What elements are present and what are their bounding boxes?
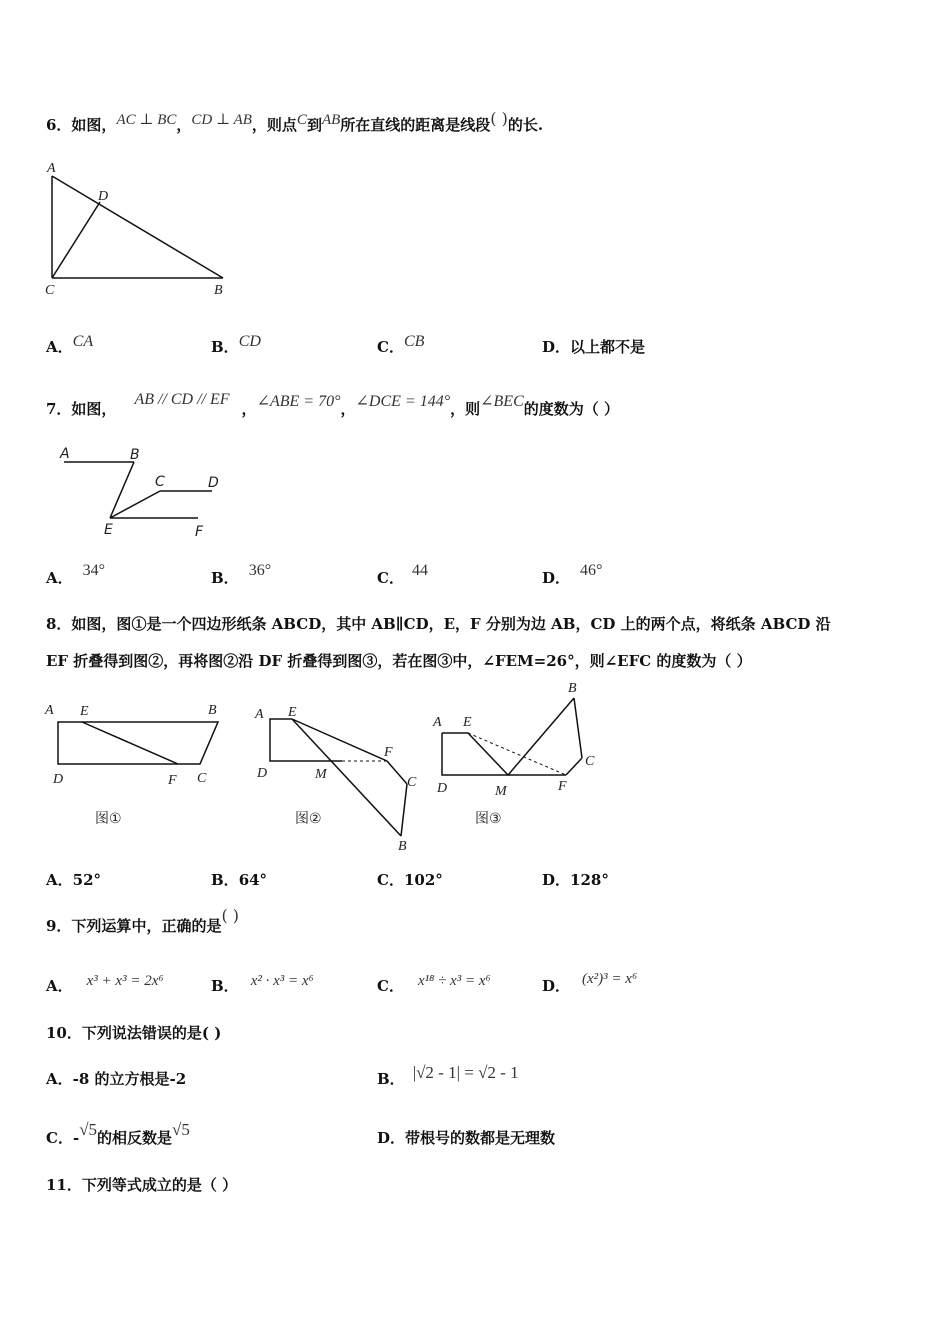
q8-fig2-label-f: F: [384, 745, 393, 760]
q8-fig1-label-a: A: [45, 703, 54, 718]
q10-option-b-key: B．: [377, 1070, 405, 1088]
q9-option-c-key: C．: [377, 977, 404, 995]
q6-option-d-key: D．: [542, 338, 571, 356]
q8-fig2-seg-ef: [292, 719, 387, 761]
q6-answer-paren: ( ): [490, 109, 508, 128]
q8-fig2-label-c: C: [407, 775, 417, 790]
q7-label-d: D: [208, 475, 219, 491]
q8-stem-line-2: EF 折叠得到图②，再将图②沿 DF 折叠得到图③，若在图③中，∠FEM=26°，则∠EFC 的度数为（ ）: [46, 652, 752, 670]
q6-option-b[interactable]: [211, 333, 261, 357]
q6-option-a-key: A．: [46, 338, 73, 356]
q10-option-d-key: D．: [377, 1129, 406, 1147]
q7-seg-be: [110, 462, 134, 518]
q8-fig3-label-c: C: [585, 754, 595, 769]
q8-fig3-label-m: M: [495, 784, 507, 799]
q10-option-c[interactable]: [46, 1120, 190, 1148]
q8-fig1-label-c: C: [197, 771, 207, 786]
q9-option-c[interactable]: [377, 975, 491, 996]
q10-option-c-minus: -: [72, 1129, 80, 1147]
q7-text-2: 的度数为（ ）: [523, 400, 619, 418]
q9-option-d[interactable]: [542, 971, 638, 996]
q8-stem-line-1: 8．如图，图①是一个四边形纸条 ABCD，其中 AB∥CD，E，F 分别为边 AB，CD 上的两个点，将纸条 ABCD 沿: [46, 615, 831, 633]
q8-fig2-label-a: A: [255, 707, 264, 722]
q10-option-c-root-1: √5: [79, 1120, 98, 1139]
q10-option-c-text: 的相反数是: [97, 1129, 173, 1147]
q6-text-3: 所在直线的距离是线段: [340, 116, 491, 134]
q6-seg-ab: [52, 176, 223, 278]
q8-option-c[interactable]: [377, 869, 443, 890]
q7-seg-ec: [110, 491, 160, 518]
q8-fig1-label-f: F: [168, 773, 177, 788]
q6-option-c-value: CB: [403, 333, 425, 350]
q8-fig2-seg-fc: [387, 761, 407, 784]
q6-option-a[interactable]: [46, 333, 94, 357]
q6-option-d-value: 以上都不是: [570, 338, 646, 356]
q8-fig2-caption: 图②: [295, 811, 322, 827]
q9-option-a-key: A．: [46, 977, 73, 995]
q8-option-d[interactable]: [542, 869, 609, 890]
q10-option-d-value: 带根号的数都是无理数: [405, 1129, 556, 1147]
q9-option-c-value: x¹⁸ ÷ x³ = x⁶: [417, 973, 491, 989]
q7-label-e: E: [104, 522, 113, 538]
q6-seg-cd: [52, 202, 100, 278]
q9-answer-paren: ( ): [221, 906, 240, 925]
q8-fig2-label-e: E: [288, 705, 297, 720]
q8-fig3-label-d: D: [437, 781, 448, 796]
q6-comma: ，: [176, 116, 192, 134]
q8-option-a-value: 52°: [72, 871, 102, 889]
q9-option-b-value: x² · x³ = x⁶: [250, 973, 314, 989]
q7-option-c-value: 44: [411, 562, 428, 579]
q9-option-b[interactable]: [211, 975, 314, 996]
q10-option-b[interactable]: [377, 1063, 519, 1089]
q8-figure-2: [250, 692, 440, 862]
q8-fig1-caption: 图①: [95, 811, 122, 827]
q7-label-a: A: [60, 446, 70, 462]
q6-text-2: 到: [306, 116, 322, 134]
q11-stem: 11．下列等式成立的是（ ）: [46, 1176, 238, 1194]
q6-text-4: 的长.: [507, 116, 544, 134]
q7-option-c-key: C．: [377, 569, 404, 587]
q6-stem: [46, 109, 544, 135]
q10-stem: 10．下列说法错误的是( ): [46, 1024, 222, 1042]
q7-option-a-key: A．: [46, 569, 73, 587]
q6-text-1: ，则点: [251, 116, 297, 134]
q8-figure-3: [428, 676, 618, 846]
q7-label-c: C: [155, 474, 165, 490]
q9-option-d-value: (x²)³ = x⁶: [582, 971, 638, 987]
q7-option-a[interactable]: [46, 562, 106, 588]
q8-fig1-strip: [58, 722, 218, 764]
q7-option-a-value: 34°: [82, 562, 106, 579]
q6-option-c[interactable]: [377, 333, 425, 357]
q7-condition-1: AB // CD // EF: [134, 391, 230, 408]
q6-option-a-value: CA: [72, 333, 94, 350]
q7-condition-2: ∠ABE = 70°: [256, 393, 341, 410]
q10-option-a-value: -8 的立方根是-2: [72, 1070, 187, 1088]
q8-fig1-label-e: E: [80, 704, 89, 719]
q8-fig1-label-b: B: [208, 703, 217, 718]
q8-fig2-label-m: M: [315, 767, 327, 782]
q8-fig2-seg-cb: [401, 784, 407, 836]
q7-label-b: B: [130, 447, 140, 463]
q8-option-c-value: 102°: [403, 871, 443, 889]
q6-label-b: B: [214, 283, 223, 298]
q8-option-d-key: D．: [542, 871, 571, 889]
q6-option-d[interactable]: [542, 336, 645, 357]
q7-stem: [46, 391, 619, 419]
q7-figure: [52, 444, 232, 540]
q9-option-a-value: x³ + x³ = 2x⁶: [86, 973, 164, 989]
q6-option-b-value: CD: [238, 333, 261, 350]
q8-fig2-label-b: B: [398, 839, 407, 854]
q7-option-d[interactable]: [542, 562, 603, 588]
q8-fig3-seg-cf: [566, 758, 582, 775]
q8-option-b[interactable]: [211, 869, 267, 890]
q6-line: AB: [321, 112, 341, 128]
q6-option-b-key: B．: [211, 338, 239, 356]
q8-fig3-folded: [442, 733, 508, 775]
q7-option-b[interactable]: [211, 562, 272, 588]
q7-asked-angle: ∠BEC: [480, 393, 524, 410]
q7-option-b-value: 36°: [248, 562, 272, 579]
q7-condition-3: ∠DCE = 144°: [355, 393, 451, 410]
q6-option-c-key: C．: [377, 338, 404, 356]
q8-option-b-value: 64°: [238, 871, 268, 889]
q8-option-a[interactable]: [46, 869, 101, 890]
q7-option-d-value: 46°: [580, 562, 603, 579]
q7-option-b-key: B．: [211, 569, 239, 587]
q8-fig3-label-b: B: [568, 681, 577, 696]
q8-fig3-caption: 图③: [475, 811, 502, 827]
q10-option-c-root-2: √5: [172, 1120, 190, 1139]
q8-option-c-key: C．: [377, 871, 404, 889]
q8-fig1-seg-ef: [82, 722, 178, 764]
q8-fig1-label-d: D: [53, 772, 64, 787]
q7-comma-1: ，: [241, 400, 257, 418]
q8-fig3-seg-mb: [508, 698, 574, 775]
q8-figure-1: [40, 692, 240, 842]
q6-condition-2: CD ⊥ AB: [191, 112, 252, 128]
q7-number: 7．如图，: [46, 400, 117, 418]
q8-fig2-label-d: D: [257, 766, 268, 781]
q7-comma-2: ，: [340, 400, 356, 418]
q9-option-d-key: D．: [542, 977, 571, 995]
q9-option-a[interactable]: [46, 975, 164, 996]
q6-condition-1: AC ⊥ BC: [116, 112, 177, 128]
q7-option-d-key: D．: [542, 569, 571, 587]
q10-option-a[interactable]: [46, 1068, 186, 1089]
q10-option-d[interactable]: [377, 1127, 555, 1148]
q7-label-f: F: [195, 524, 204, 540]
q6-label-a: A: [47, 161, 56, 176]
q6-label-c: C: [45, 283, 55, 298]
q10-option-a-key: A．: [46, 1070, 73, 1088]
q8-fig3-label-a: A: [433, 715, 442, 730]
q6-number: 6．如图，: [46, 116, 117, 134]
q10-option-c-key: C．: [46, 1129, 73, 1147]
q10-option-b-value: |√2 - 1| = √2 - 1: [412, 1063, 519, 1082]
q7-option-c[interactable]: [377, 562, 428, 588]
q8-option-b-key: B．: [211, 871, 239, 889]
q7-text-1: ，则: [450, 400, 481, 418]
q8-fig3-seg-bc: [574, 698, 582, 758]
q6-figure: [40, 158, 240, 298]
q9-option-b-key: B．: [211, 977, 239, 995]
q6-label-d: D: [98, 189, 109, 204]
q8-fig3-label-f: F: [558, 779, 567, 794]
q6-point: C: [296, 112, 307, 128]
q8-fig3-label-e: E: [463, 715, 472, 730]
q8-fig3-dashed-ef: [468, 733, 566, 775]
q8-option-a-key: A．: [46, 871, 73, 889]
q9-stem: [46, 906, 240, 936]
q8-option-d-value: 128°: [570, 871, 609, 889]
q9-text: 9．下列运算中，正确的是: [46, 917, 222, 935]
